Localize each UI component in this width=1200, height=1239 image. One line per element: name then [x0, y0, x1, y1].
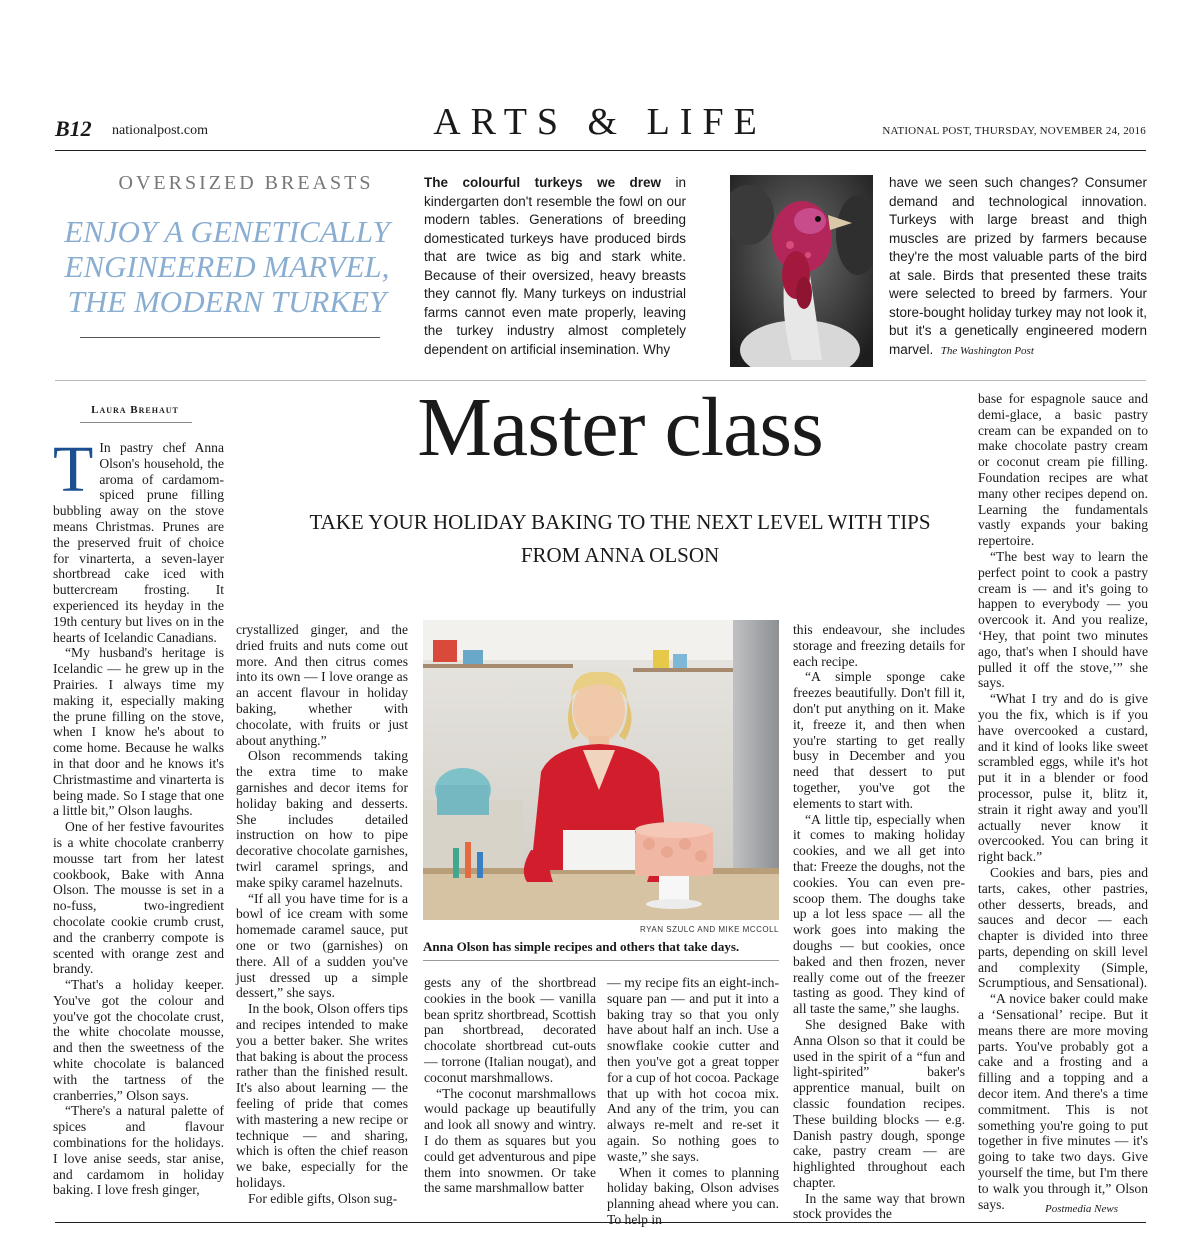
byline: Laura Brehaut [91, 404, 179, 416]
paragraph: “The best way to learn the perfect point to cook a pastry cream is — and it's going to happen to everybody — you overcook it. And you realize, ‘Hey, that point two minutes ago, that's when I should have pulled it off the stove,’” she says. [978, 548, 1148, 691]
page-number: B12 [55, 116, 92, 141]
header-divider [55, 150, 1146, 151]
paragraph: For edible gifts, Olson sug- [248, 1190, 398, 1206]
sidebar-kicker: OVERSIZED BREASTS [118, 172, 374, 194]
photo-caption: Anna Olson has simple recipes and others that take days. [423, 939, 740, 954]
paragraph: “A little tip, especially when it comes to making holiday cookies, and we all get into that: Freeze the doughs, not the cookies. You can even pre-scoop them. The doughs take up a lot less space — all the work goes into making the doughs — but cookies, once baked and then frozen, never really come out of the freezer tasting as good. They kind of all taste the same,” she laughs. [793, 811, 965, 1017]
paragraph: In pastry chef Anna Olson's household, the aroma of cardamom-spiced prune filling bubbling away on the stove means Christmas. Prunes are the preserved fruit of choice for vinarterta, a seven-layer shortbread cake iced with buttercream frosting. It experienced its heyday in the 19th century but lives on in the hearts of Icelandic Canadians. [53, 440, 224, 645]
paragraph: “If all you have time for is a bowl of ice cream with some homemade caramel sauce, put one or two (garnishes) on there. All of a sudden you've just dressed up a simple dessert,” she says. [236, 890, 408, 1001]
story-deck: TAKE YOUR HOLIDAY BAKING TO THE NEXT LEVEL WITH TIPS FROM ANNA OLSON [309, 510, 931, 567]
paragraph: In the same way that brown stock provides the [793, 1190, 965, 1222]
section-title: ARTS & LIFE [433, 101, 767, 143]
sidebar-text-2: have we seen such changes? Consumer demand and technological innovation. Turkeys with large breast and thigh muscles are prized by farmers because they're the most valuable parts of the bird at sale. Birds that presented these traits were selected to breed by farmers. Your store-bought holiday turkey may not look it, but it's a genetically engineered modern marvel. [889, 175, 1147, 357]
story-headline: Master class [417, 381, 823, 474]
sidebar-text-1: in kindergarten don't resemble the fowl on our modern tables. Generations of breeding domesticated turkeys have produced birds that are twice as big and stark white. Because of their oversized, heavy breasts they cannot fly. Many turkeys on industrial farms cannot even mate properly, leaving the turkey industry almost completely dependent on artificial insemination. Why [424, 175, 686, 357]
footer-divider [55, 1222, 1146, 1223]
paragraph: “My husband's heritage is Icelandic — he grew up in the Prairies. I always time my making it, especially making the prune filling on the stove, when I know he's about to come home. Because he walks in that door and he knows it's Christmastime and vinarterta is being made. So I stage that one a little bit,” Olson laughs. [53, 645, 224, 819]
story-column-1 [53, 433, 224, 1198]
story-column-4 [607, 975, 779, 1228]
paragraph: One of her festive favourites is a white chocolate cranberry mousse tart from her latest cookbook, Bake with Anna Olson. The mousse is set in a no-fuss, two-ingredient chocolate cookie crumb crust, and the cranberry compote is scented with orange zest and brandy. [53, 819, 224, 977]
paragraph: crystallized ginger, and the dried fruits and nuts come out more. And then citrus comes into its own — I love orange as an accent flavour in holiday baking, whether with chocolate, with fruits or just about anything.” [236, 622, 408, 748]
story-signoff: Postmedia News [1044, 1203, 1118, 1215]
photo-credit: RYAN SZULC AND MIKE MCCOLL [640, 925, 779, 934]
anna-olson-photo [423, 620, 779, 920]
paragraph: “A novice baker could make a ‘Sensational’ recipe. But it means there are more moving parts. You've probably got a cake and a frosting and a filling and a topping and a decor item. And there's a time commitment. This is not something you're going to put together in five minutes — it's going to take two days. Give yourself the time, but I'm there to walk you through it,” Olson says. [978, 991, 1148, 1212]
sidebar-column-1 [424, 174, 686, 359]
story-column-2 [236, 622, 408, 1206]
sidebar-headline: ENJOY A GENETICALLY ENGINEERED MARVEL, THE MODERN TURKEY [64, 214, 390, 319]
paragraph: “What I try and do is give you the fix, which is if you have overcooked a custard, and it kind of looks like sweet scrambled eggs, while it's hot put it in a blender or food processor, pulse it, blitz it, strain it right away and you'll actually never know it overcooked. You can bring it right back.” [978, 691, 1148, 865]
story-column-6 [978, 391, 1148, 1212]
site-url: nationalpost.com [112, 123, 209, 138]
paragraph: Cookies and bars, pies and tarts, cakes, other pastries, other desserts, breads, and sauces and decor — each chapter is divided into three parts, depending on skill level and complexity (Simple, Scrumptious, and Sensational). [978, 864, 1148, 991]
paragraph: Olson recommends taking the extra time to make garnishes and decor items for holiday baking and desserts. She includes detailed instruction on how to pipe decorative chocolate garnishes, twirl caramel springs, and make spiky caramel hazelnuts. [236, 748, 408, 890]
paragraph: this endeavour, she includes storage and freezing details for each recipe. [793, 622, 965, 669]
paragraph: When it comes to planning holiday baking, Olson advises planning ahead where you can. To help in [607, 1164, 779, 1227]
sidebar-divider [80, 337, 380, 338]
story-column-3 [424, 975, 596, 1196]
story-column-5 [793, 622, 965, 1222]
turkey-photo [730, 175, 873, 367]
caption-divider [423, 960, 779, 961]
paragraph: “A simple sponge cake freezes beautifully. Don't fill it, don't put anything on it. Make it, freeze it, and then when you're starting to get really busy in December and you need that dessert to put together, you've got the elements to start with. [793, 669, 965, 811]
paragraph: In the book, Olson offers tips and recipes intended to make you a better baker. She writes that baking is about the process rather than the finished result. It's also about learning — the feeling of pride that comes with mastering a new recipe or technique — and sharing, which is often the chief reason we bake, especially for the holidays. [236, 1001, 408, 1190]
paragraph: “That's a holiday keeper. You've got the colour and you've got the chocolate crust, the white chocolate mousse, and then the sweetness of the white chocolate is balanced with the tartness of the cranberries,” Olson says. [53, 977, 224, 1103]
paragraph: base for espagnole sauce and demi-glace, a basic pastry cream can be expanded on to make chocolate pastry cream or coconut cream pie filling. Foundation recipes are what many other recipes depend on. Learning the fundamentals vastly expands your baking repertoire. [978, 391, 1148, 549]
paragraph: She designed Bake with Anna Olson so that it could be used in the spirit of a “fun and light-spirited” baker's apprentice manual, built on classic foundation recipes. These building blocks — e.g. Danish pastry dough, sponge cake, pastry cream — are highlighted throughout each chapter. [793, 1016, 965, 1190]
drop-cap: T [53, 433, 94, 506]
sidebar-column-2 [889, 174, 1147, 360]
paragraph: “There's a natural palette of spices and flavour combinations for the holidays. I love anise seeds, star anise, and cardamom in holiday baking. I love fresh ginger, [53, 1103, 224, 1198]
sidebar-source: The Washington Post [940, 344, 1034, 357]
paragraph: “The coconut marshmallows would package up beautifully and look all snowy and wintry. I do them as squares but you could get adventurous and pipe them into snowmen. Or take the same marshmallow batter [424, 1085, 596, 1196]
sidebar-lead: The colourful turkeys we drew [424, 175, 662, 190]
byline-divider [80, 422, 192, 423]
dateline: NATIONAL POST, THURSDAY, NOVEMBER 24, 2016 [882, 125, 1146, 137]
paragraph: — my recipe fits an eight-inch-square pan — and put it into a baking tray so that you only have about half an inch. Use a snowflake cookie cutter and then you've got a great topper for a cup of hot cocoa. Package that up with hot cocoa mix. And any of the trim, you can always re-melt and re-set it again. So nothing goes to waste,” she says. [607, 975, 779, 1164]
paragraph: gests any of the shortbread cookies in the book — vanilla bean spritz shortbread, Scottish pan shortbread, decorated chocolate shortbread cut-outs — torrone (Italian nougat), and coconut marshmallows. [424, 975, 596, 1085]
